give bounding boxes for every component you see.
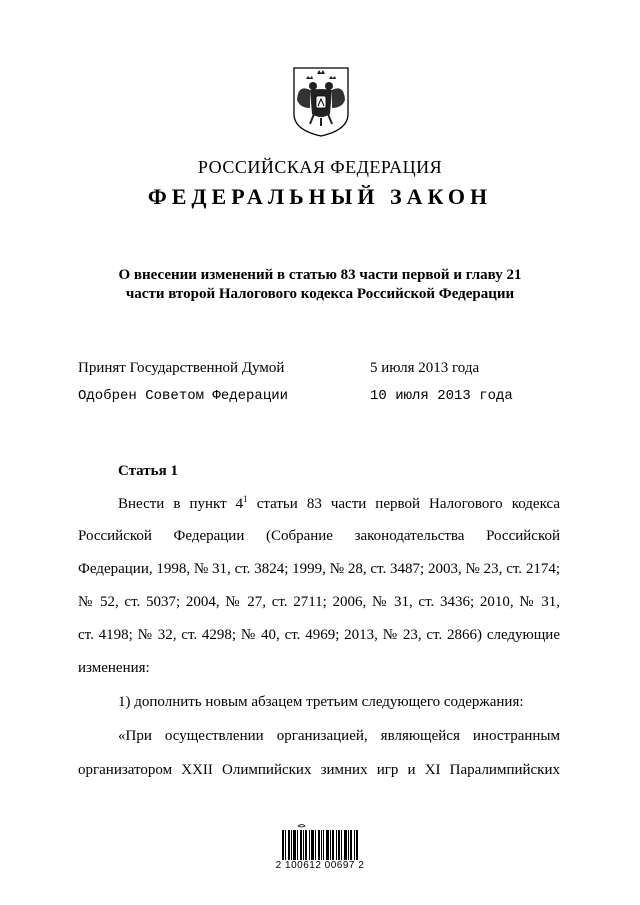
subject-line-1: О внесении изменений в статью 83 части первой и главу 21 <box>118 267 522 283</box>
article-line: Внести в пункт $4^1$ статьи 83 части первой Налогового кодекса <box>118 494 560 512</box>
duma-adoption-date: 5 июля 2013 года <box>370 360 480 376</box>
article-line: организатором XXII Олимпийских зимних игр и XI Паралимпийских <box>78 762 560 778</box>
law-subject <box>100 266 540 304</box>
russian-coat-of-arms-icon <box>290 64 352 138</box>
article-line: Федерации, 1998, № 31, ст. 3824; 1999, № 28, ст. 3487; 2003, № 23, ст. 2174; <box>78 561 560 577</box>
article-line: Российской Федерации (Собрание законодательства Российской <box>78 528 560 544</box>
article-heading: Статья 1 <box>118 463 178 479</box>
duma-adoption-label: Принят Государственной Думой <box>78 360 285 376</box>
article-line: № 52, ст. 5037; 2004, № 27, ст. 2711; 2006, № 31, ст. 3436; 2010, № 31, <box>78 594 560 610</box>
document-type-title: ФЕДЕРАЛЬНЫЙ ЗАКОН <box>147 184 493 209</box>
article-line: ст. 4198; № 32, ст. 4298; № 40, ст. 4969; 2013, № 23, ст. 2866) следующие <box>78 627 560 643</box>
subject-line-2: части второй Налогового кодекса Российской Федерации <box>125 286 515 302</box>
article-line: 1) дополнить новым абзацем третьим следующего содержания: <box>118 694 524 710</box>
council-approval-date: 10 июля 2013 года <box>370 388 513 404</box>
council-approval-label: Одобрен Советом Федерации <box>78 388 289 404</box>
barcode-number: 2 100612 00697 2 <box>270 860 370 871</box>
country-name: РОССИЙСКАЯ ФЕДЕРАЦИЯ <box>197 157 443 177</box>
article-line: изменения: <box>78 660 150 676</box>
article-line: «При осуществлении организацией, являющейся иностранным <box>118 728 560 744</box>
